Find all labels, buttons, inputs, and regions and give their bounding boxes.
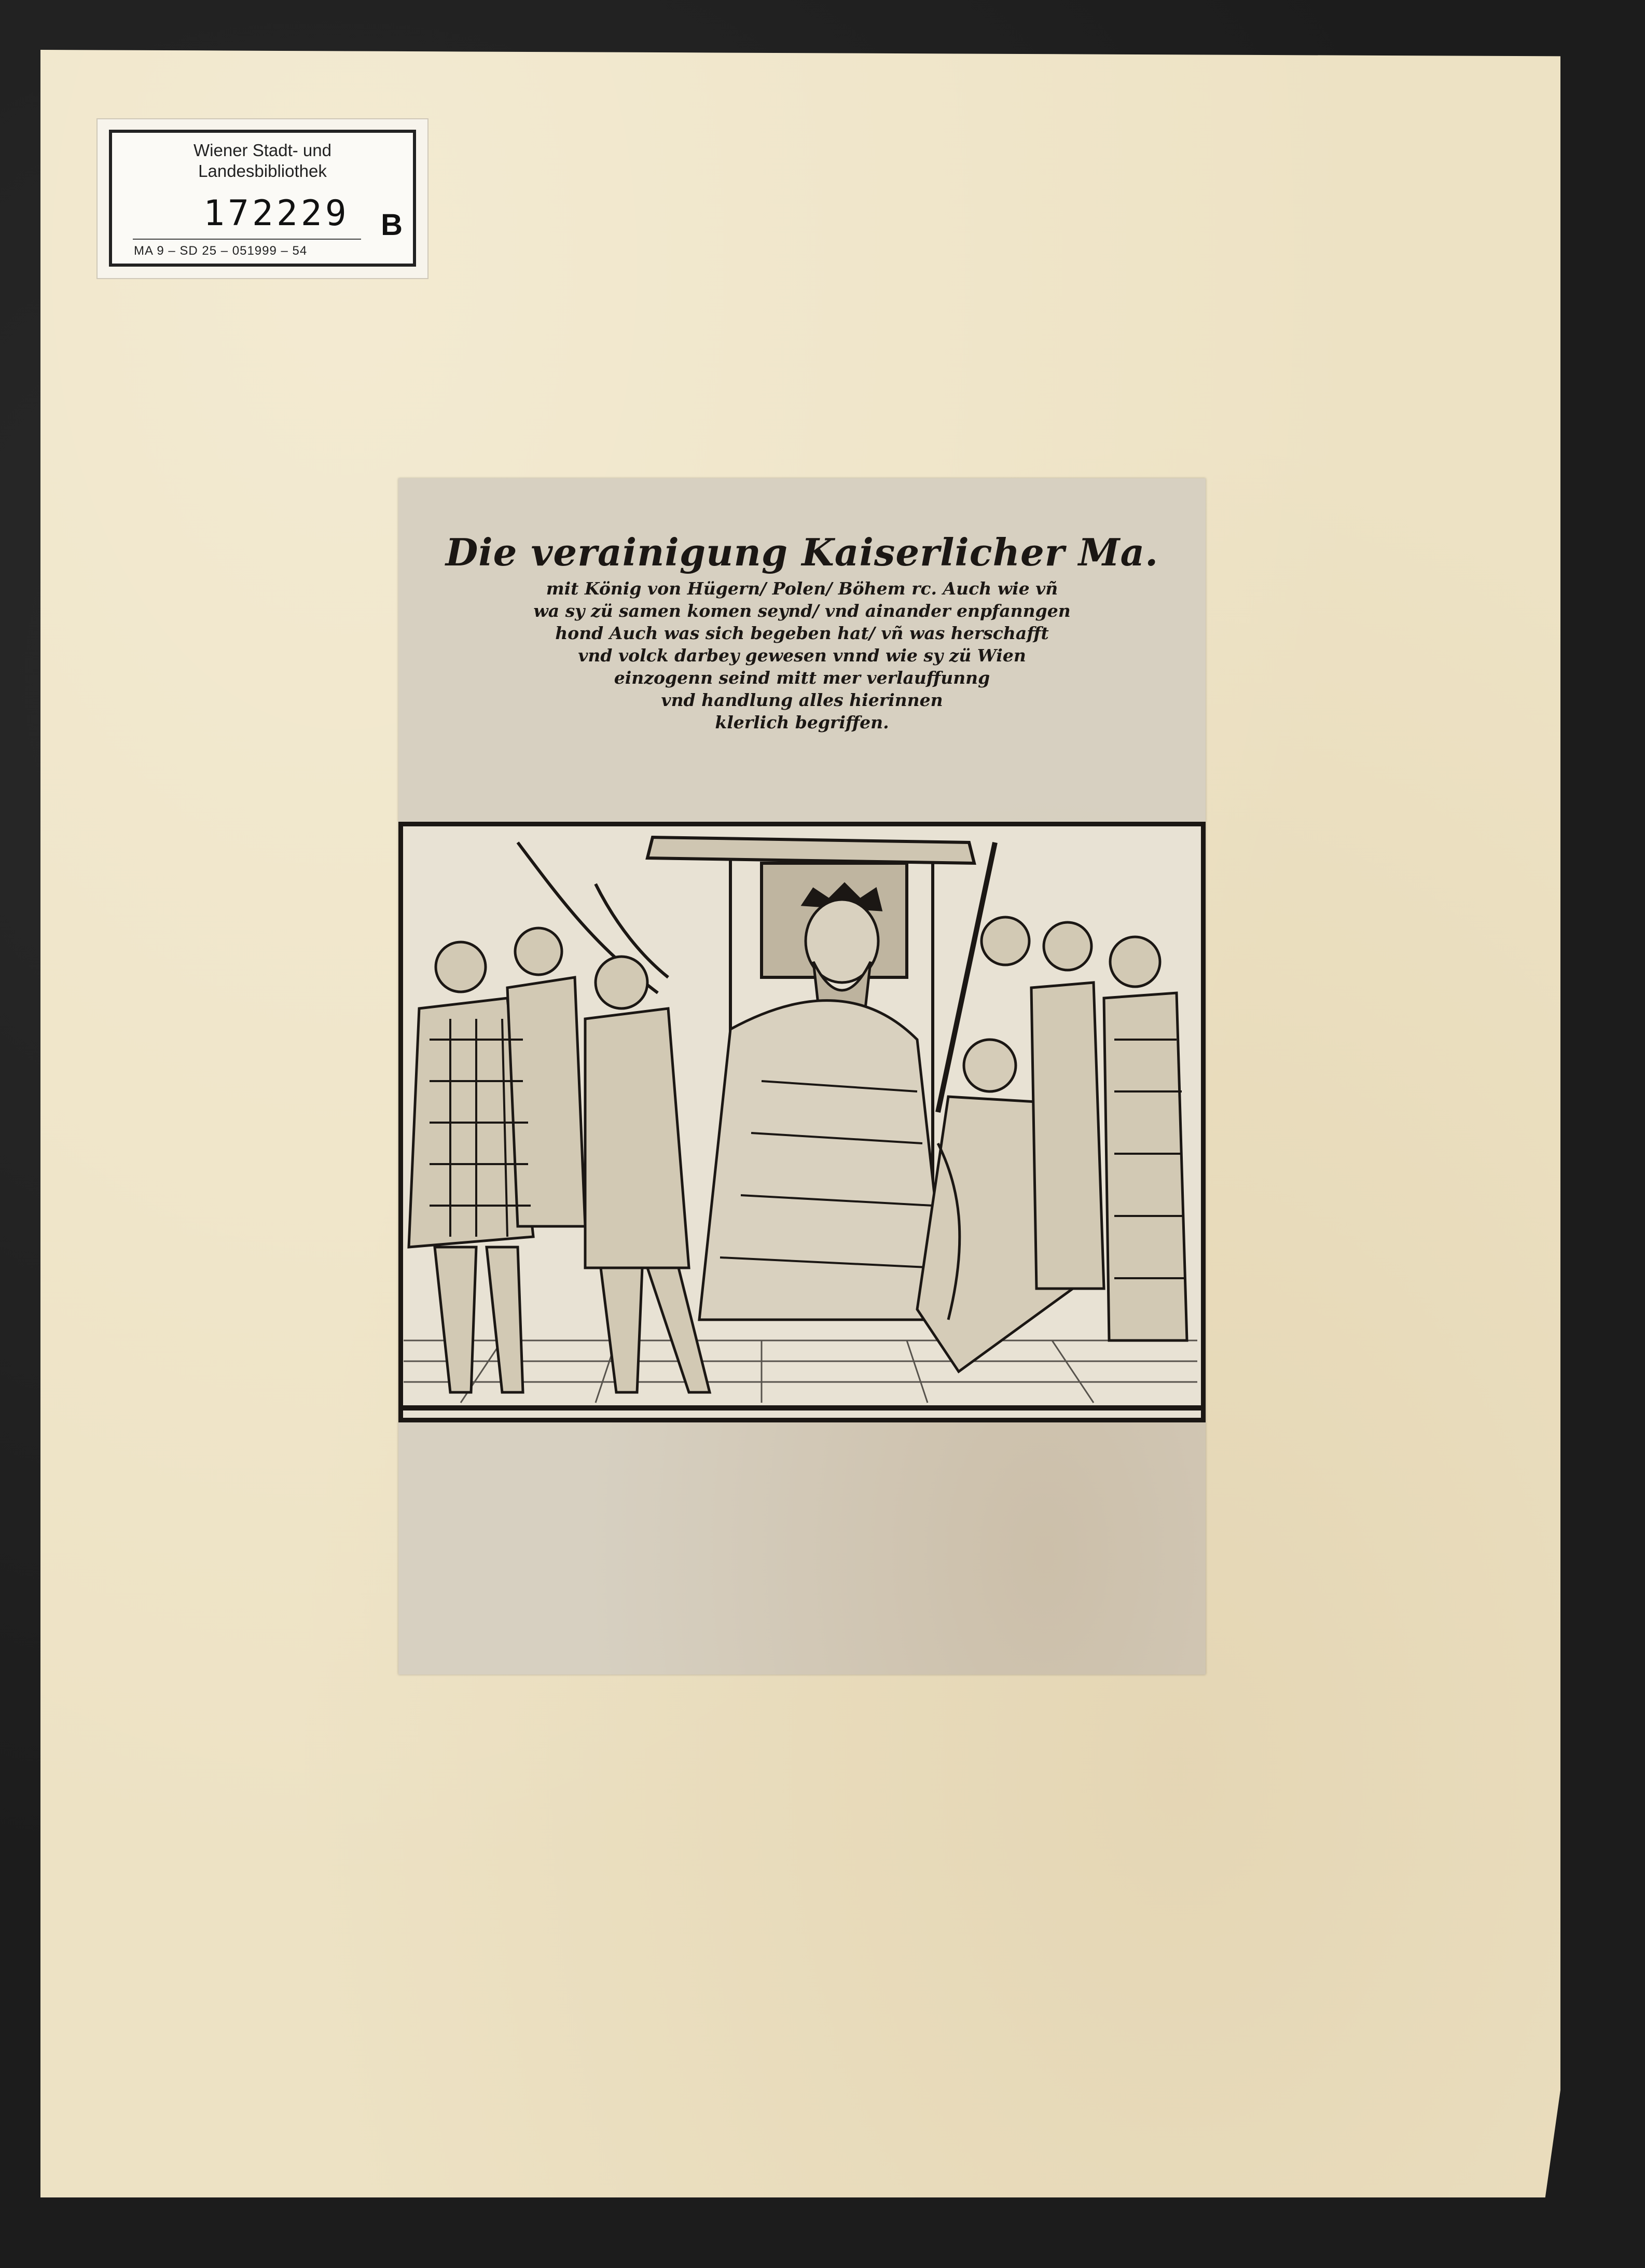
catalog-number: MA 9 – SD 25 – 051999 – 54: [134, 244, 308, 258]
print-title-main: Die verainigung Kaiserlicher Ma.: [445, 530, 1159, 574]
print-title-line: hond Auch was sich begeben hat/ vñ was herschafft: [555, 623, 1049, 643]
print-title-line: vnd volck darbey gewesen vnnd wie sy zü Wien: [578, 645, 1026, 666]
library-label-frame: [109, 130, 416, 267]
woodcut-illustration: [398, 822, 1206, 1422]
print-title-line: klerlich begriffen.: [715, 712, 889, 732]
print-title-line: wa sy zü samen komen seynd/ vnd ainander enpfanngen: [533, 601, 1071, 621]
library-label: [96, 118, 428, 279]
woodcut-print-sheet: [398, 478, 1206, 1675]
print-title-line: vnd handlung alles hierinnen: [661, 690, 943, 710]
print-title-line: mit König von Hügern/ Polen/ Böhem rc. Auch wie vñ: [546, 578, 1058, 599]
shelfmark-suffix: B: [381, 208, 403, 242]
library-name: Wiener Stadt- und Landesbibliothek: [193, 141, 331, 181]
label-divider: [133, 239, 361, 240]
print-title-block: [430, 530, 1174, 734]
print-title-line: einzogenn seind mitt mer verlauffunng: [614, 668, 990, 688]
shelfmark-number: 172229: [203, 193, 350, 234]
